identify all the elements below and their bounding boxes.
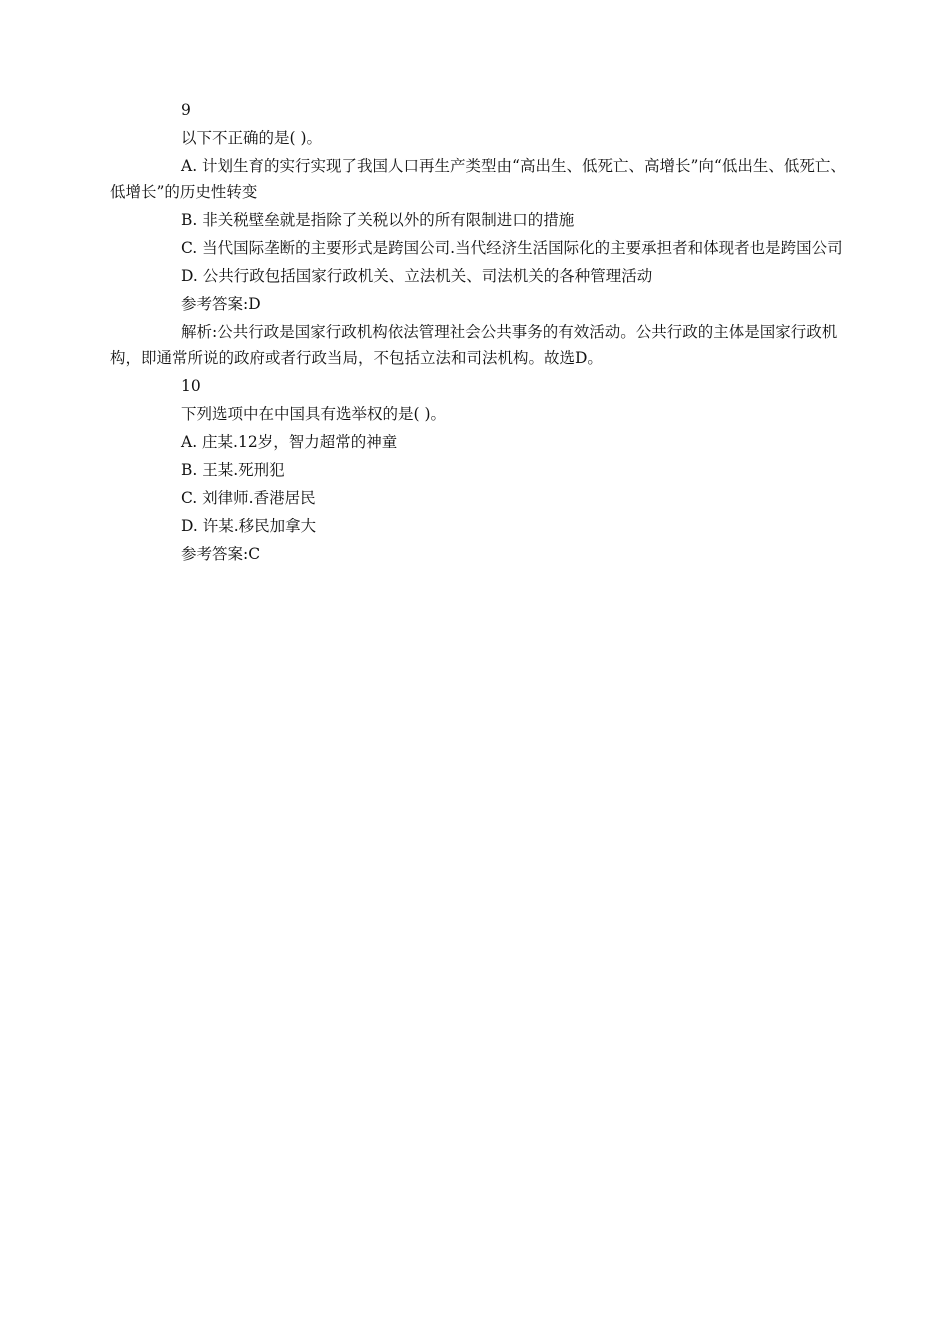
question-stem: 下列选项中在中国具有选举权的是( )。	[181, 405, 447, 423]
option-c: C. 当代国际垄断的主要形式是跨国公司.当代经济生活国际化的主要承担者和体现者也是跨国公司	[181, 239, 843, 257]
option-a: A. 庄某.12岁，智力超常的神童	[181, 433, 398, 451]
reference-answer: 参考答案:C	[181, 545, 261, 563]
option-b: B. 王某.死刑犯	[181, 461, 285, 479]
option-d: D. 许某.移民加拿大	[181, 517, 317, 535]
analysis: 解析:公共行政是国家行政机构依法管理社会公共事务的有效活动。公共行政的主体是国家行政机构，即通常所说的政府或者行政当局，不包括立法和司法机构。故选D。	[110, 323, 838, 367]
question-stem: 以下不正确的是( )。	[181, 129, 323, 147]
question-number: 10	[181, 377, 201, 395]
option-b: B. 非关税壁垒就是指除了关税以外的所有限制进口的措施	[181, 211, 575, 229]
option-d: D. 公共行政包括国家行政机关、立法机关、司法机关的各种管理活动	[181, 267, 653, 285]
reference-answer: 参考答案:D	[181, 295, 261, 313]
option-a: A. 计划生育的实行实现了我国人口再生产类型由“高出生、低死亡、高增长”向“低出生、低死亡、低增长”的历史性转变	[110, 157, 846, 201]
question-10	[110, 373, 858, 567]
question-9	[110, 97, 858, 371]
question-number: 9	[181, 101, 191, 119]
option-c: C. 刘律师.香港居民	[181, 489, 316, 507]
page-content	[110, 97, 858, 569]
